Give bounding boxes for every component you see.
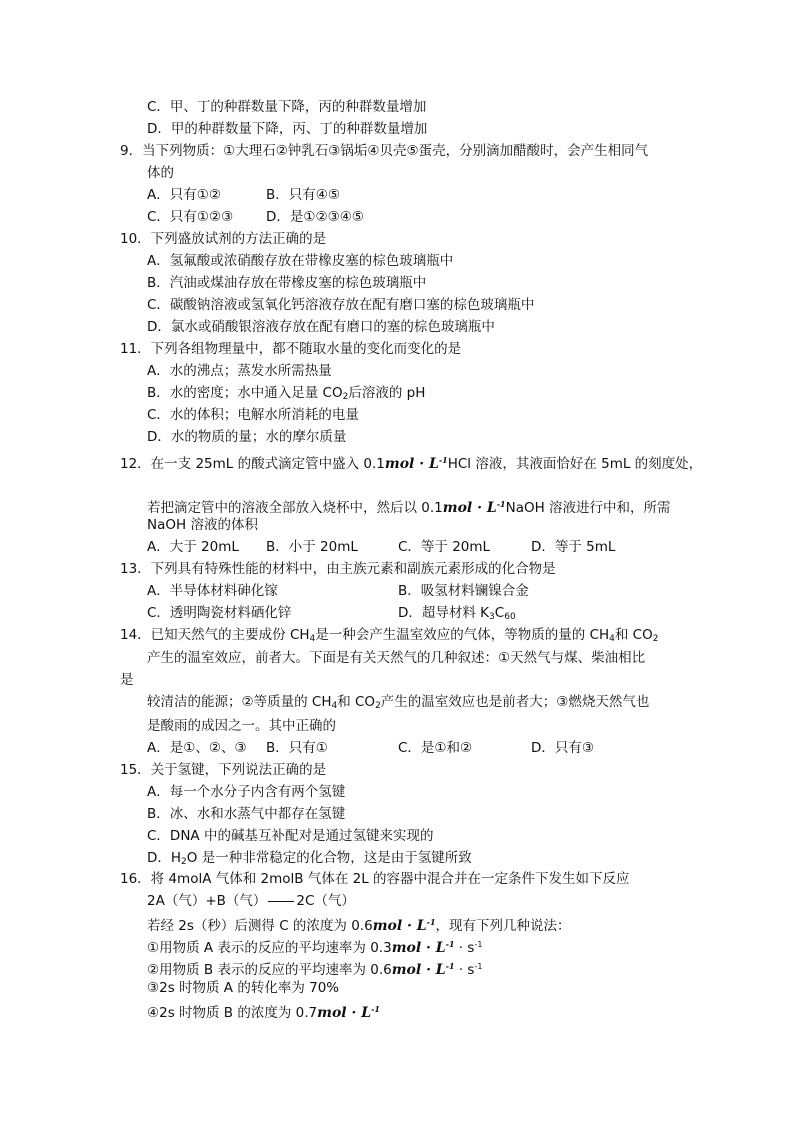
q11-option-b-post: 后溶液的 pH bbox=[348, 385, 426, 401]
q14-line1-a: 14．已知天然气的主要成份 CH bbox=[120, 627, 310, 643]
q10-option-b: B．汽油或煤油存放在带橡皮塞的棕色玻璃瓶中 bbox=[147, 275, 427, 291]
q12-option-d: D．等于 5mL bbox=[531, 539, 616, 555]
q14-stem-line1 bbox=[120, 625, 658, 649]
q16-eq-right: 2C（气） bbox=[296, 893, 355, 909]
q16-s1-pre: ①用物质 A 表示的反应的平均速率为 0.3 bbox=[147, 940, 392, 956]
mol-per-liter-unit bbox=[373, 918, 436, 934]
q8-option-c: C．甲、丁的种群数量下降，丙的种群数量增加 bbox=[147, 99, 427, 115]
q13-option-d-mid: C bbox=[494, 605, 505, 621]
q13-option-b: B．吸氢材料镧镍合金 bbox=[398, 583, 529, 599]
q9-option-c: C．只有①②③ bbox=[147, 209, 234, 225]
unit-exponent: -1 bbox=[438, 455, 448, 465]
q11-option-b bbox=[147, 383, 425, 407]
q11-option-c: C．水的体积；电解水所消耗的电量 bbox=[147, 407, 359, 423]
unit-text: mol · L bbox=[372, 918, 427, 934]
q9-option-d: D．是①②③④⑤ bbox=[266, 209, 364, 225]
q15-option-d-post: O 是一种非常稳定的化合物，这是由于氢键所致 bbox=[186, 850, 472, 866]
q10-option-a: A．氢氟酸或浓硝酸存放在带橡皮塞的棕色玻璃瓶中 bbox=[147, 253, 454, 269]
unit-text: mol · L bbox=[391, 962, 446, 978]
unit-text: mol · L bbox=[442, 500, 497, 516]
q13-option-d-sub1: 3 bbox=[489, 612, 495, 622]
q11-option-a: A．水的沸点；蒸发水所需热量 bbox=[147, 363, 332, 379]
q14-line1-c: 和 CO bbox=[614, 627, 653, 643]
q14-option-d: D．只有③ bbox=[531, 740, 594, 756]
q15-option-b: B．冰、水和水蒸气中都存在氢键 bbox=[147, 806, 346, 822]
q10-option-c: C．碳酸钠溶液或氢氧化钙溶液存放在配有磨口塞的棕色玻璃瓶中 bbox=[147, 297, 535, 313]
q12-stem-line2-pre: 若把滴定管中的溶液全部放入烧杯中，然后以 0.1 bbox=[147, 500, 443, 516]
unit-text: mol · L bbox=[391, 940, 446, 956]
unit-exponent: -1 bbox=[371, 1004, 380, 1014]
q14-line1-sub3: 2 bbox=[652, 634, 659, 644]
q16-cond-pre: 若经 2s（秒）后测得 C 的浓度为 0.6 bbox=[147, 918, 373, 934]
q16-s2-pre: ②用物质 B 表示的反应的平均速率为 0.6 bbox=[147, 962, 392, 978]
q14-stem-line5: 是酸雨的成因之一。其中正确的 bbox=[147, 718, 336, 734]
reaction-arrow-icon bbox=[268, 901, 294, 902]
per-second-exponent: -1 bbox=[474, 940, 483, 949]
q12-stem-line2-post: NaOH 溶液进行中和，所需 bbox=[505, 500, 671, 516]
q8-option-d: D．甲的种群数量下降，丙、丁的种群数量增加 bbox=[147, 121, 428, 137]
q12-stem-line1-pre: 12．在一支 25mL 的酸式滴定管中盛入 0.1 bbox=[120, 456, 385, 472]
unit-exponent: -1 bbox=[426, 917, 436, 927]
q11-option-b-pre: B．水的密度；水中通入足量 CO bbox=[147, 385, 343, 401]
q13-option-d-pre: D．超导材料 K bbox=[398, 605, 490, 621]
q13-option-c: C．透明陶瓷材料硒化锌 bbox=[147, 605, 292, 621]
q14-stem-line4 bbox=[147, 692, 649, 716]
unit-exponent: -1 bbox=[445, 961, 455, 971]
q10-stem: 10．下列盛放试剂的方法正确的是 bbox=[120, 231, 327, 247]
q12-option-b: B．小于 20mL bbox=[266, 539, 358, 555]
q10-option-d: D．氯水或硝酸银溶液存放在配有磨口的塞的棕色玻璃瓶中 bbox=[147, 319, 495, 335]
unit-exponent: -1 bbox=[496, 499, 506, 509]
q16-statement-2 bbox=[147, 956, 482, 980]
q14-line4-sub2: 2 bbox=[375, 701, 381, 711]
unit-exponent: -1 bbox=[445, 939, 455, 949]
q16-s4-pre: ④2s 时物质 B 的浓度为 0.7 bbox=[147, 1005, 318, 1021]
q16-eq-left: 2A（气）+B（气） bbox=[147, 893, 267, 909]
q14-option-c: C．是①和② bbox=[398, 740, 473, 756]
q16-cond-post: ，现有下列几种说法： bbox=[435, 918, 571, 934]
q14-stem-line3: 是 bbox=[120, 672, 134, 688]
q16-condition bbox=[147, 912, 571, 936]
q14-stem-line2: 产生的温室效应，前者大。下面是有关天然气的几种叙述：①天然气与煤、柴油相比 bbox=[147, 650, 646, 666]
q13-stem: 13．下列具有特殊性能的材料中，由主族元素和副族元素形成的化合物是 bbox=[120, 561, 556, 577]
q14-line4-b: 和 CO bbox=[337, 694, 376, 710]
q11-stem: 11．下列各组物理量中，都不随取水量的变化而变化的是 bbox=[120, 341, 462, 357]
q14-line4-sub1: 4 bbox=[331, 701, 338, 711]
q12-stem-line1-post: HCl 溶液，其液面恰好在 5mL 的刻度处， bbox=[447, 456, 703, 472]
q9-option-a: A．只有①② bbox=[147, 187, 221, 203]
q9-stem-line2: 体的 bbox=[147, 165, 174, 181]
q15-option-d-pre: D．H bbox=[147, 850, 182, 866]
q13-option-a: A．半导体材料砷化镓 bbox=[147, 583, 278, 599]
q14-line1-b: 是一种会产生温室效应的气体，等物质的量的 CH bbox=[315, 627, 610, 643]
q16-stem: 16．将 4molA 气体和 2molB 气体在 2L 的容器中混合并在一定条件下发生如下反应 bbox=[120, 871, 630, 887]
q11-option-d: D．水的物质的量；水的摩尔质量 bbox=[147, 429, 347, 445]
q16-statement-4 bbox=[147, 999, 380, 1023]
q14-line1-sub1: 4 bbox=[309, 634, 316, 644]
mol-per-liter-unit bbox=[385, 456, 448, 472]
q15-option-c: C．DNA 中的碱基互补配对是通过氢键来实现的 bbox=[147, 828, 434, 844]
per-second-exponent: -1 bbox=[474, 962, 483, 971]
q12-stem-line3: NaOH 溶液的体积 bbox=[147, 517, 258, 533]
q16-s1-post: · s bbox=[454, 940, 475, 956]
q14-option-a: A．是①、②、③ bbox=[147, 740, 247, 756]
q9-stem-line1: 9．当下列物质：①大理石②钟乳石③锅垢④贝壳⑤蛋壳，分别滴加醋酸时，会产生相同气 bbox=[120, 143, 649, 159]
q13-option-d-sub2: 60 bbox=[504, 612, 516, 622]
mol-per-liter-unit bbox=[443, 500, 506, 516]
mol-per-liter-unit bbox=[392, 962, 455, 978]
unit-text: mol · L bbox=[317, 1005, 372, 1021]
q14-option-b: B．只有① bbox=[266, 740, 328, 756]
q12-option-c: C．等于 20mL bbox=[398, 539, 491, 555]
q15-stem: 15．关于氢键，下列说法正确的是 bbox=[120, 762, 327, 778]
q15-option-d-sub: 2 bbox=[181, 857, 187, 867]
q12-stem-line1 bbox=[120, 450, 702, 474]
q16-equation bbox=[147, 891, 355, 911]
q16-s2-post: · s bbox=[454, 962, 475, 978]
q14-line1-sub2: 4 bbox=[609, 634, 615, 644]
q16-statement-3: ③2s 时物质 A 的转化率为 70% bbox=[147, 980, 340, 996]
q13-option-d bbox=[398, 603, 516, 627]
q14-line4-a: 较清洁的能源；②等质量的 CH bbox=[147, 694, 332, 710]
unit-text: mol · L bbox=[384, 456, 439, 472]
q16-statement-1 bbox=[147, 934, 482, 958]
q12-option-a: A．大于 20mL bbox=[147, 539, 239, 555]
mol-per-liter-unit bbox=[392, 940, 455, 956]
q11-option-b-sub: 2 bbox=[342, 392, 349, 402]
mol-per-liter-unit bbox=[317, 1005, 380, 1021]
q14-line4-c: 产生的温室效应也是前者大；③燃烧天然气也 bbox=[380, 694, 650, 710]
q15-option-a: A．每一个水分子内含有两个氢键 bbox=[147, 784, 346, 800]
q9-option-b: B．只有④⑤ bbox=[266, 187, 340, 203]
